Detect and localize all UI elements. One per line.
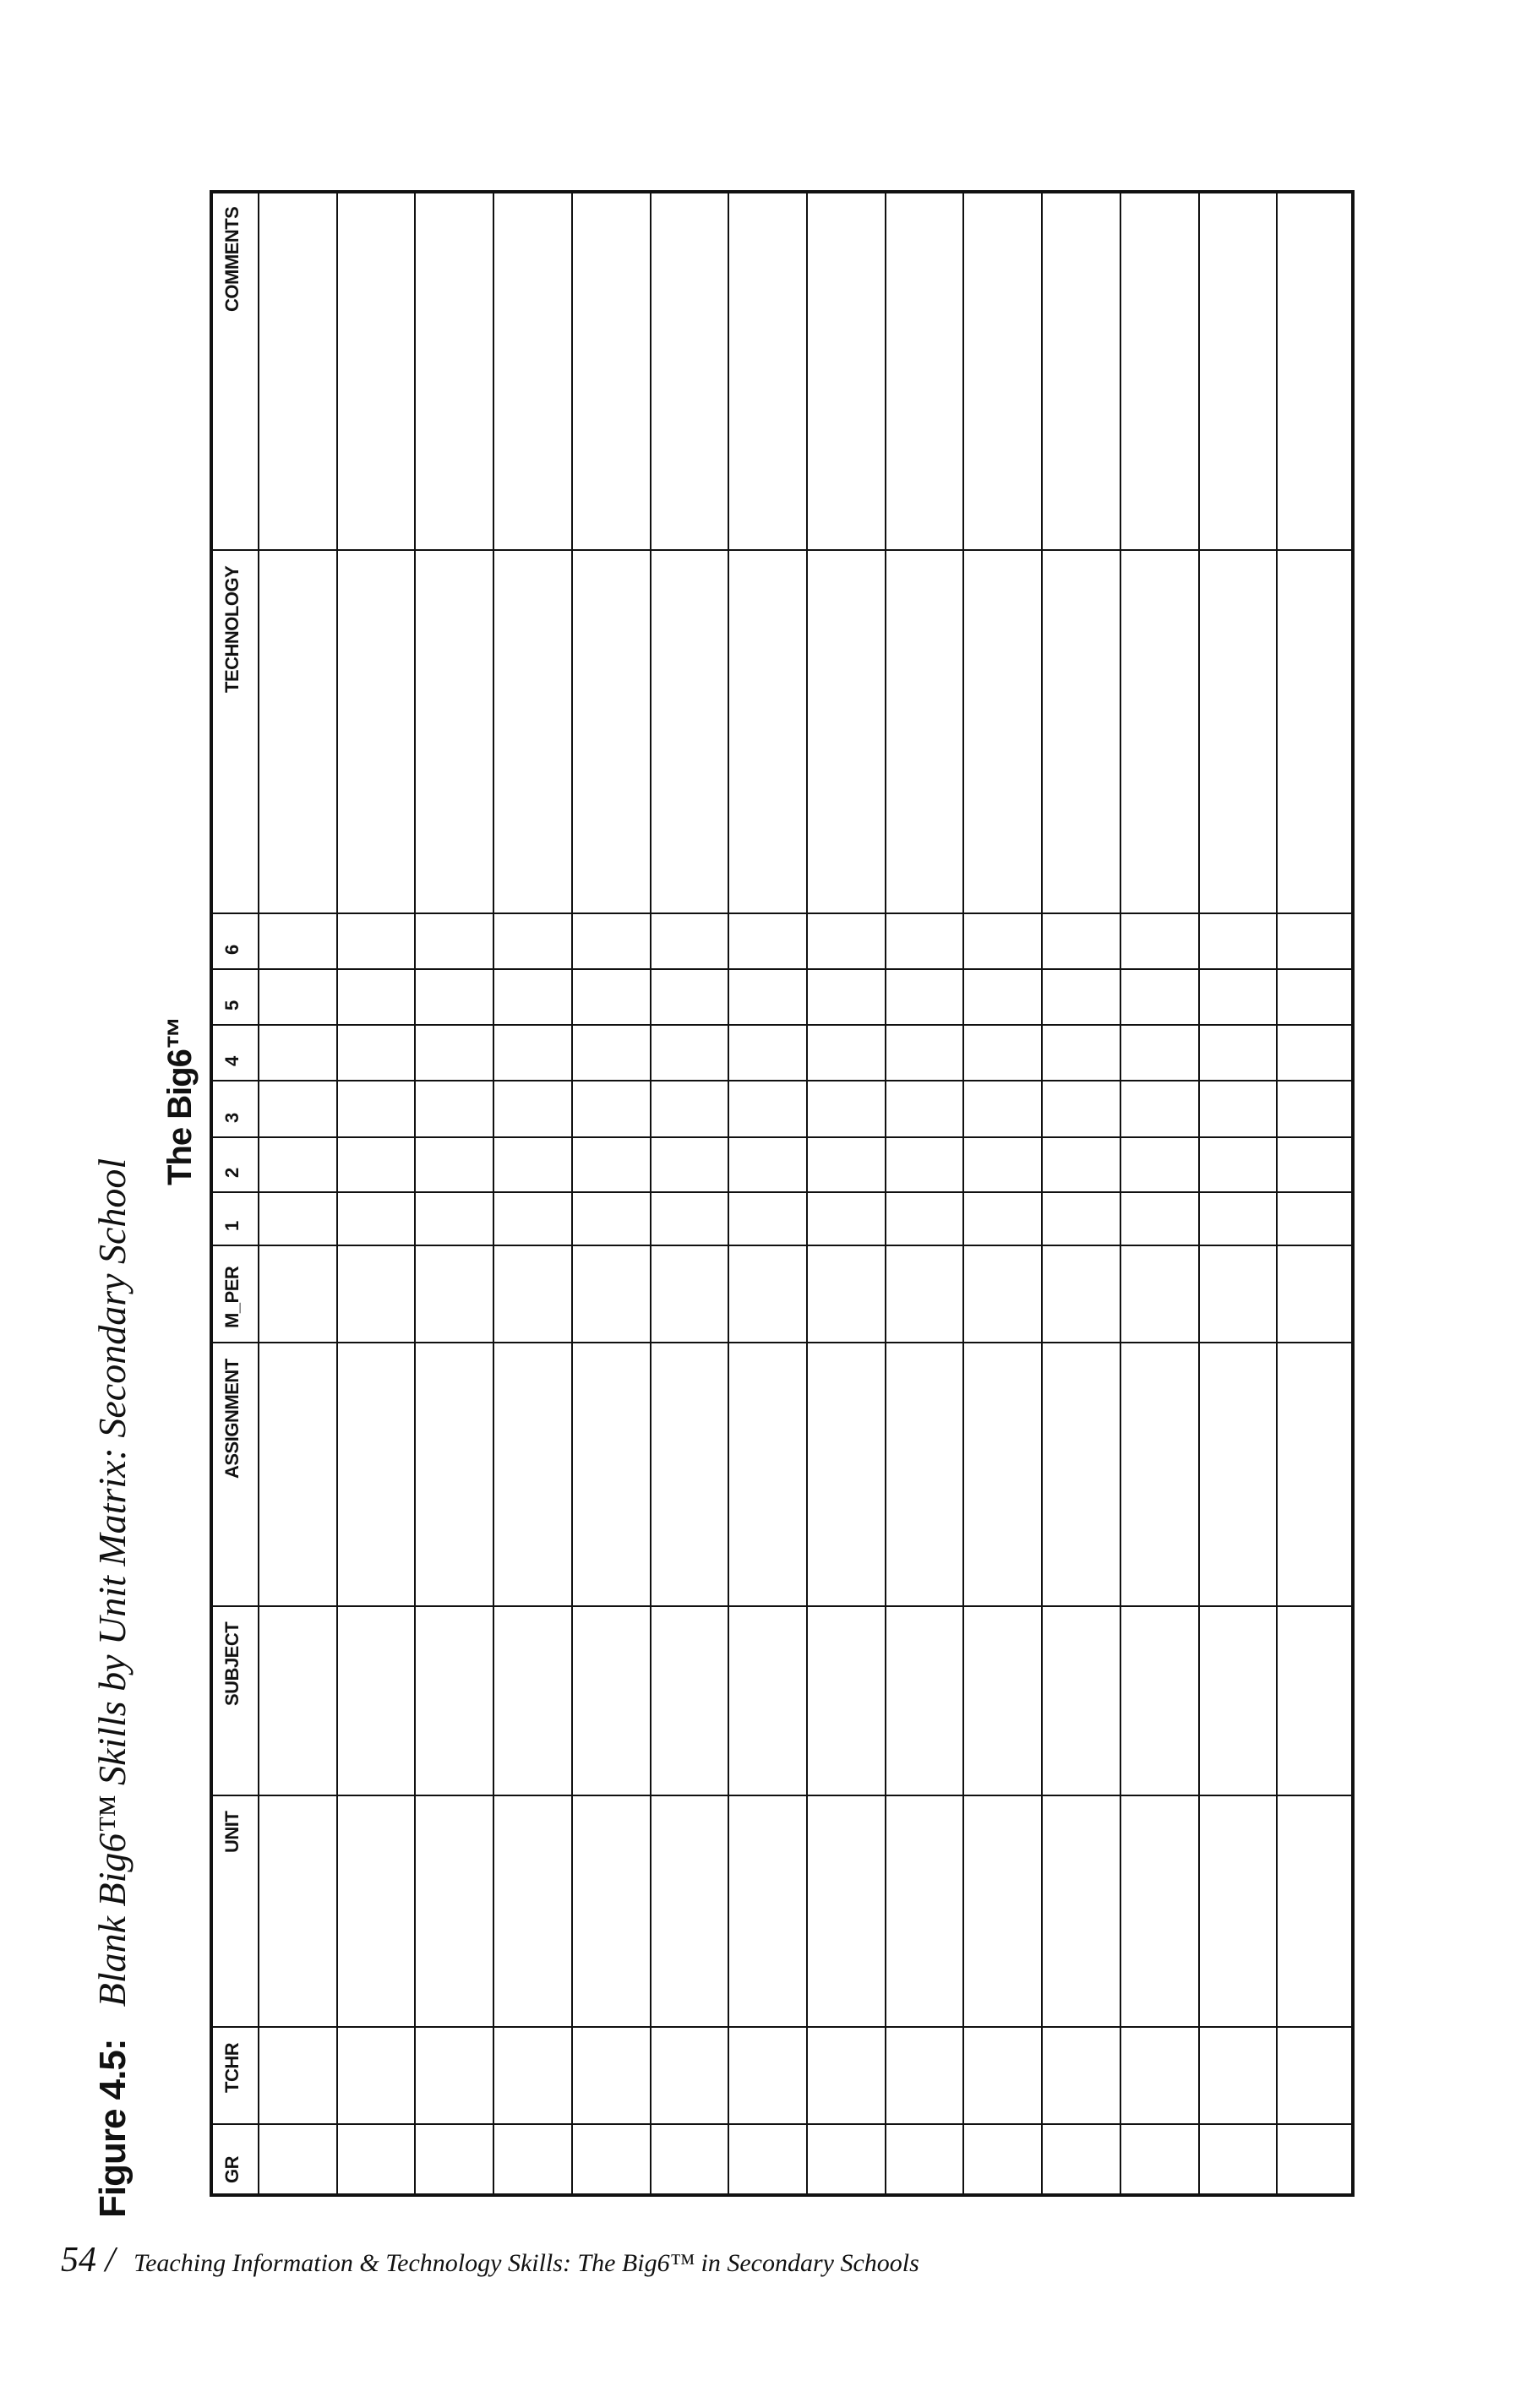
column-header: TECHNOLOGY [221,565,243,693]
column-header: 6 [221,945,243,955]
table-row [728,190,806,2197]
table-row [414,190,493,2197]
table-row [650,190,728,2197]
table-row [1276,190,1355,2197]
table-row [258,190,336,2197]
column-header: GR [221,2156,243,2183]
table-row [885,190,963,2197]
column-header: 3 [221,1113,243,1123]
table-row [1120,190,1198,2197]
page-footer [61,2240,919,2280]
table-border-left [210,190,213,2197]
figure-label: Figure 4.5: [92,2039,134,2218]
big6-heading: The Big6™ [161,1016,199,1185]
column-header: TCHR [221,2042,243,2093]
table-row [571,190,650,2197]
column-header: M_PER [221,1266,243,1328]
table-row [1041,190,1120,2197]
column-header: COMMENTS [221,206,243,312]
column-header: SUBJECT [221,1621,243,1706]
figure-title: Blank Big6™ Skills by Unit Matrix: Secondary School [90,1158,134,2008]
column-header: ASSIGNMENT [221,1359,243,1479]
table-row [493,190,571,2197]
running-title: Teaching Information & Technology Skills: The Big6™ in Secondary Schools [134,2249,919,2277]
table-row [962,190,1041,2197]
table-row [806,190,885,2197]
column-header: 1 [221,1221,243,1231]
column-header: UNIT [221,1811,243,1853]
table-row [336,190,415,2197]
column-header: 4 [221,1056,243,1066]
table-row [1198,190,1277,2197]
column-header: 2 [221,1168,243,1178]
page-number: 54 / [61,2241,116,2280]
column-header: 5 [221,1000,243,1011]
